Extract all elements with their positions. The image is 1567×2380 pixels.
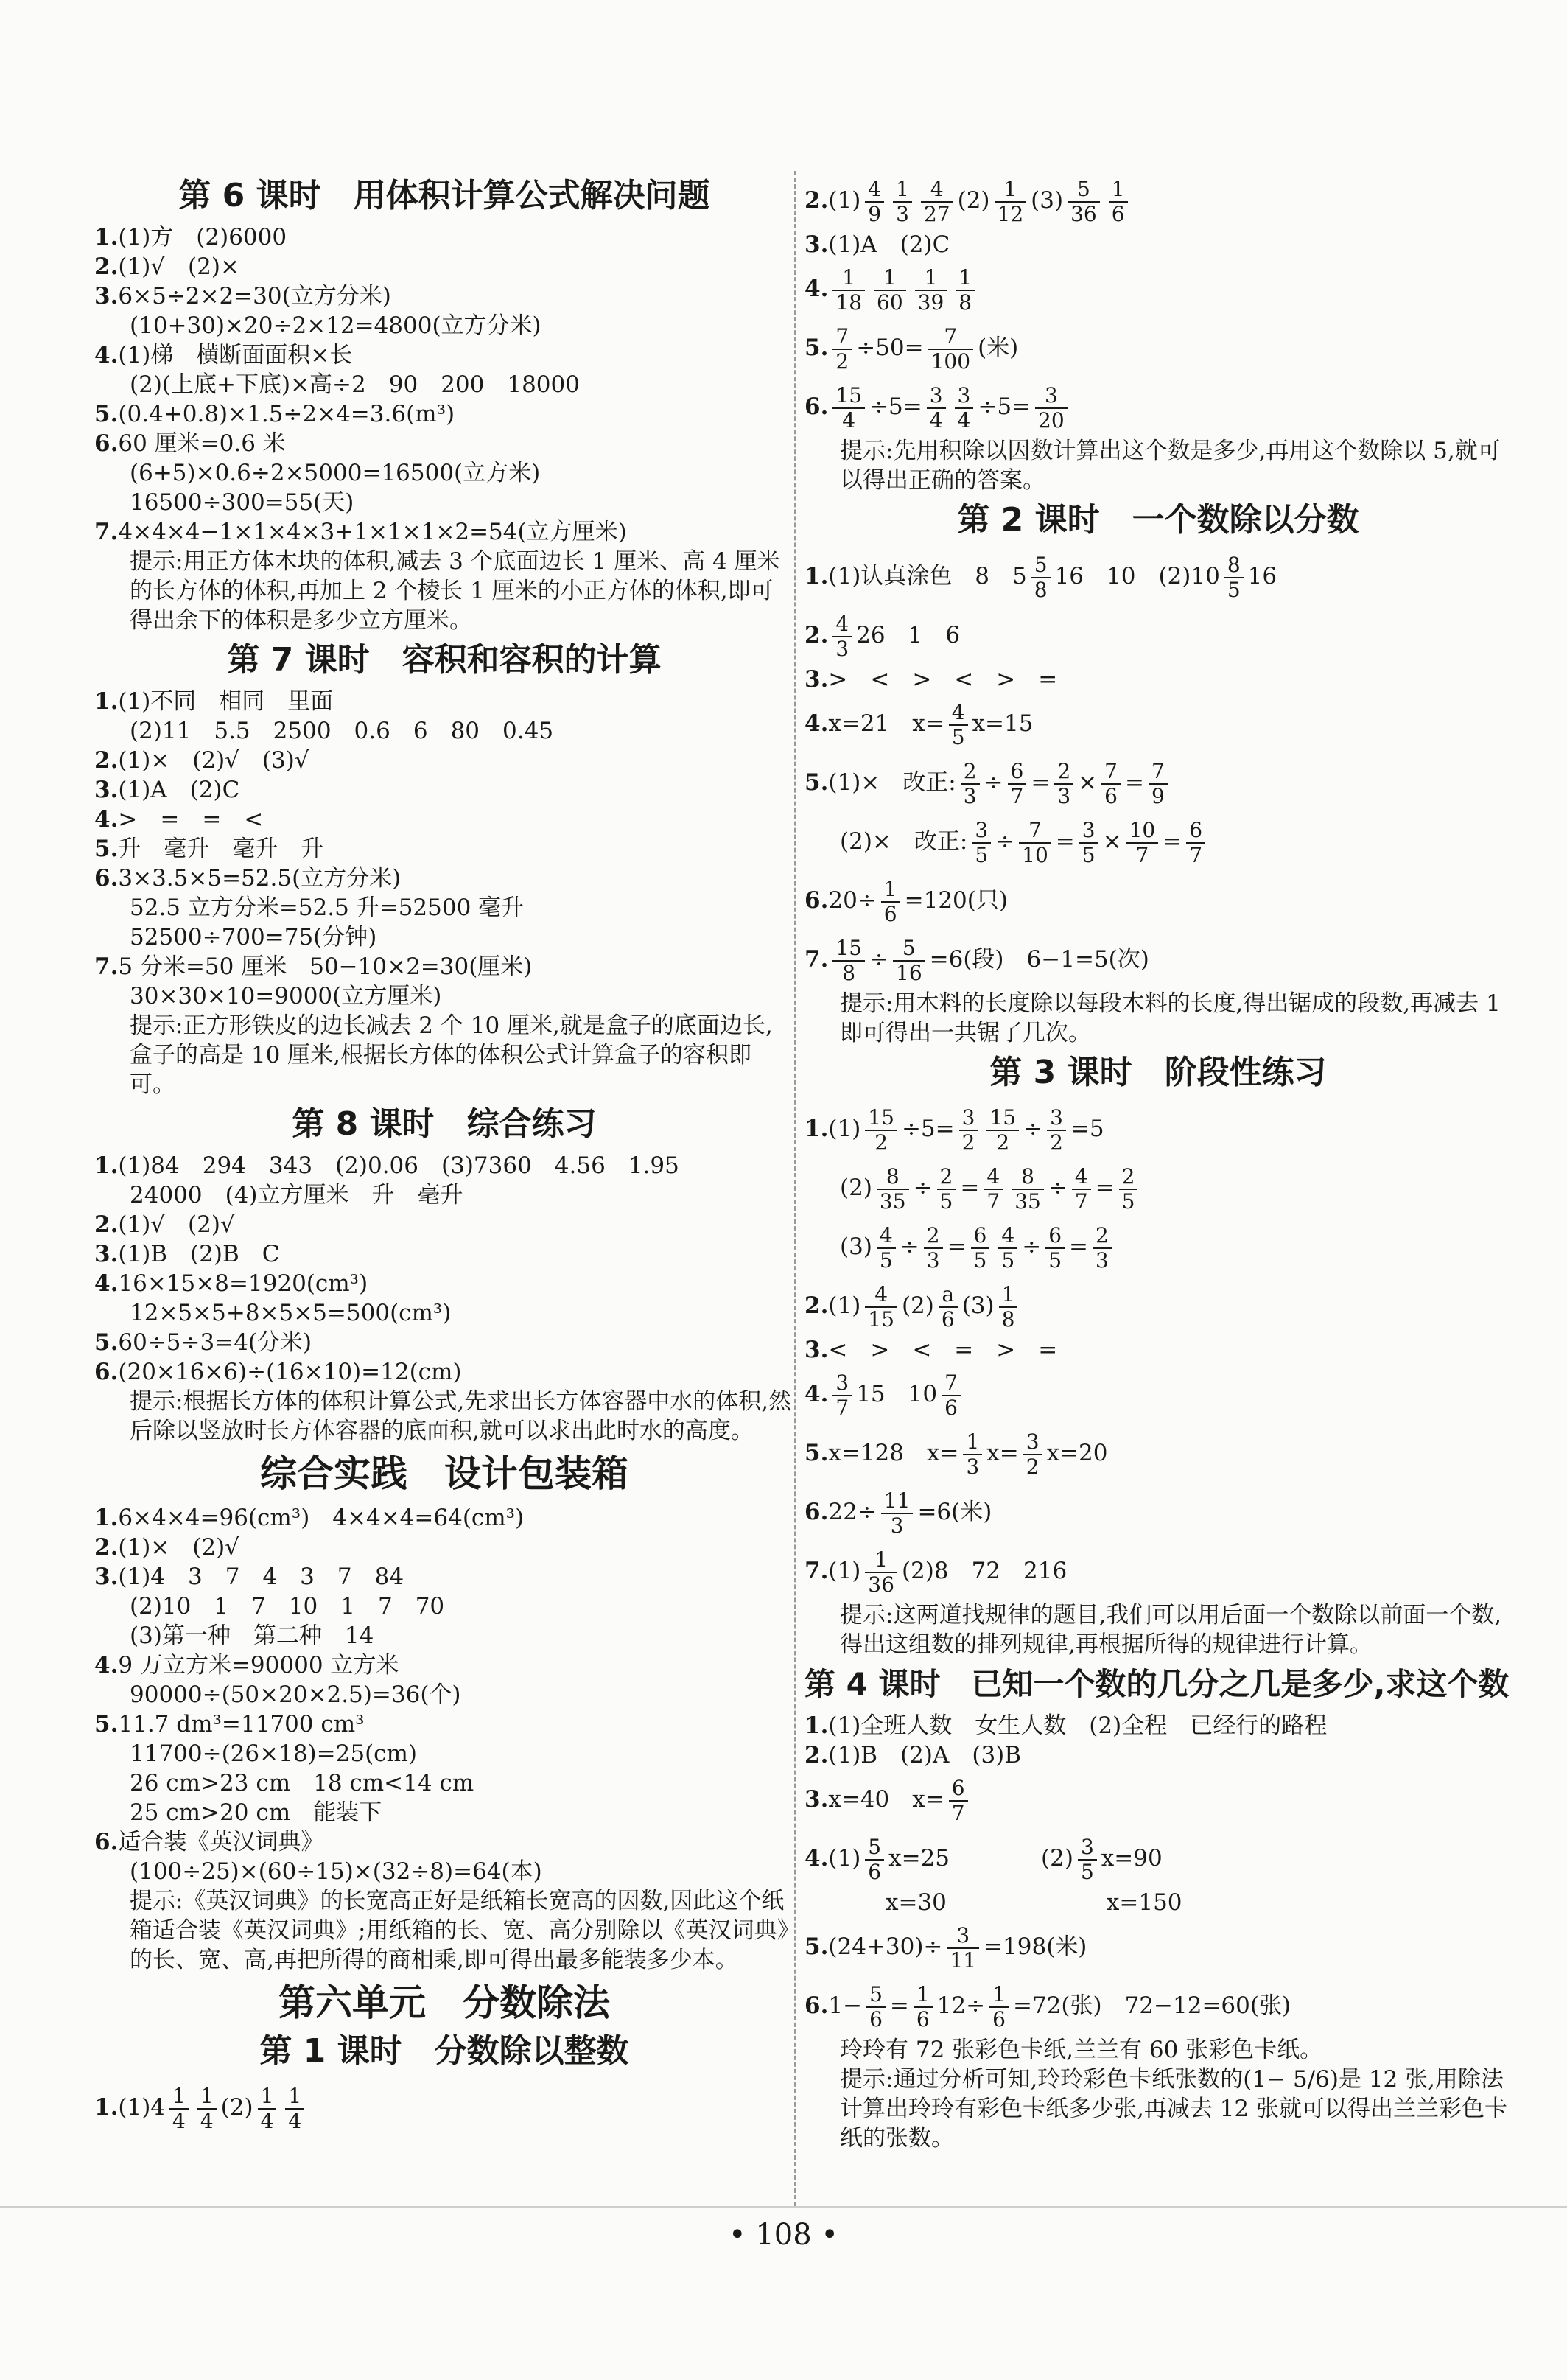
item-number: 5. — [804, 1933, 829, 1960]
hint-text: 提示:《英汉词典》的长宽高正好是纸箱长宽高的因数,因此这个纸箱适合装《英汉词典》;用纸箱的长、宽、高分别除以《英汉词典》的长、宽、高,再把所得的商相乘,即可得出最多能装多少本。 — [130, 1888, 788, 1973]
left-column — [94, 171, 794, 2137]
answer-line-fractions: 1.(1)认真涂色 8 5 $\frac{5}{8}$ 16 10 (2)10 $\frac{8}{5}$ 16 — [804, 552, 1277, 602]
item-number: 1. — [804, 1116, 829, 1142]
answer-line-fractions: (2)× 改正: $\frac{3}{5}$ ÷ $\frac{7}{10}$ = $\frac{3}{5}$ × $\frac{10}{7}$ = $\frac{6}{7}$ — [804, 812, 1512, 871]
fraction: $\frac{2}{3}$ — [961, 760, 980, 808]
answer-line — [94, 1503, 794, 1533]
item-number: 7. — [804, 1558, 829, 1584]
item-number: 5. — [94, 836, 119, 862]
section-heading: 第 6 课时 用体积计算公式解决问题 — [178, 177, 710, 214]
answer-line — [94, 1357, 794, 1387]
section-heading: 综合实践 设计包装箱 — [260, 1452, 628, 1495]
answer-text: (1)不同 相同 里面 — [118, 688, 334, 715]
answer-continuation: (100÷25)×(60÷15)×(32÷8)=64(本) — [130, 1858, 542, 1885]
answer-continuation: 30×30×10=9000(立方厘米) — [130, 983, 442, 1009]
answer-text: 9 万立方米=90000 立方米 — [118, 1652, 399, 1679]
hint-text: 提示:用木料的长度除以每段木料的长度,得出锯成的段数,再减去 1 即可得出一共锯了几次。 — [840, 990, 1508, 1046]
answer-text: 11.7 dm³=11700 cm³ — [118, 1711, 365, 1737]
fraction: $\frac{6}{5}$ — [1045, 1224, 1065, 1273]
answer-text: 5 分米=50 厘米 50−10×2=30(厘米) — [118, 953, 533, 980]
fraction: $\frac{1}{6}$ — [989, 1983, 1009, 2031]
fraction: $\frac{1}{36}$ — [865, 1548, 897, 1597]
hint-text: 提示:正方形铁皮的边长减去 2 个 10 厘米,就是盒子的底面边长,盒子的高是 10 厘米,根据长方体的体积公式计算盒子的容积即可。 — [130, 1012, 773, 1098]
fraction: $\frac{1}{18}$ — [832, 266, 865, 315]
fraction: $\frac{15}{8}$ — [832, 937, 865, 985]
fraction: $\frac{1}{12}$ — [995, 178, 1027, 226]
item-number: 2. — [804, 622, 829, 648]
item-number: 2. — [94, 1211, 119, 1238]
fraction: $\frac{3}{4}$ — [955, 384, 974, 433]
answer-continuation: 16500÷300=55(天) — [130, 489, 354, 516]
fraction: $\frac{1}{3}$ — [893, 178, 912, 226]
item-number: 7. — [804, 946, 829, 973]
section-heading: 第 3 课时 阶段性练习 — [989, 1054, 1327, 1091]
item-number: 4. — [94, 342, 119, 368]
item-number: 5. — [94, 1329, 119, 1356]
fraction: $\frac{3}{2}$ — [959, 1106, 978, 1155]
answer-text: 60÷5÷3=4(分米) — [118, 1329, 312, 1356]
answer-text: (20×16×6)÷(16×10)=12(cm) — [118, 1359, 462, 1385]
answer-text: (1)A (2)C — [118, 777, 240, 803]
answer-line — [94, 805, 794, 834]
item-number: 7. — [94, 519, 119, 545]
answer-text: 3×3.5×5=52.5(立方分米) — [118, 865, 402, 892]
answer-line-fractions: 2.(1) $\frac{4}{15}$ (2) $\frac{a}{6}$ (3) $\frac{1}{8}$ — [804, 1276, 1512, 1335]
answer-line-fractions: 2. $\frac{4}{3}$ 26 1 6 — [804, 611, 961, 661]
answer-continuation: 52.5 立方分米=52.5 升=52500 毫升 — [130, 895, 525, 921]
item-number: 3. — [94, 1564, 119, 1590]
fraction: $\frac{5}{36}$ — [1068, 178, 1100, 226]
fraction: $\frac{2}{5}$ — [937, 1165, 956, 1214]
answer-line — [94, 687, 794, 716]
answer-continuation: 90000÷(50×20×2.5)=36(个) — [130, 1681, 461, 1708]
answer-text: (1)× (2)√ — [118, 1534, 239, 1561]
fraction: $\frac{4}{15}$ — [865, 1283, 897, 1331]
answer-continuation: (2)10 1 7 10 1 7 70 — [130, 1593, 445, 1620]
item-number: 5. — [94, 1711, 119, 1737]
answer-line-fractions: 4. $\frac{3}{7}$ 15 10 $\frac{7}{6}$ — [804, 1365, 1512, 1424]
fraction: $\frac{4}{5}$ — [949, 701, 968, 749]
fraction: $\frac{4}{7}$ — [1072, 1165, 1091, 1214]
fraction: $\frac{5}{8}$ — [1031, 553, 1051, 602]
hint-text: 提示:通过分析可知,玲玲彩色卡纸张数的(1− 5/6)是 12 张,用除法计算出玲玲有彩色卡纸多少张,再减去 12 张就可以得出兰兰彩色卡纸的张数。 — [840, 2066, 1508, 2152]
item-number: 5. — [94, 401, 119, 427]
answer-line — [94, 864, 794, 893]
item-number: 3. — [804, 666, 829, 693]
answer-line — [94, 1709, 794, 1739]
answer-line-fractions: (3) $\frac{4}{5}$ ÷ $\frac{2}{3}$ = $\frac{6}{5}$ $\frac{4}{5}$ ÷ $\frac{6}{5}$ = $\frac{2}{3}$ — [804, 1217, 1512, 1276]
answer-continuation: 52500÷700=75(分钟) — [130, 924, 377, 951]
fraction: $\frac{a}{6}$ — [939, 1283, 958, 1331]
answer-line — [94, 1533, 794, 1562]
answer-text: > < > < > = — [828, 666, 1058, 693]
answer-line — [94, 1827, 794, 1857]
fraction: $\frac{1}{4}$ — [285, 2085, 304, 2133]
answer-text: (1)4 3 7 4 3 7 84 — [118, 1564, 404, 1590]
answer-line — [804, 1335, 1512, 1365]
answer-continuation: x=30 x=150 — [840, 1889, 1182, 1916]
right-column — [804, 171, 1512, 2153]
fraction: $\frac{6}{5}$ — [971, 1224, 990, 1273]
answer-line — [94, 834, 794, 864]
answer-text: (0.4+0.8)×1.5÷2×4=3.6(m³) — [118, 401, 455, 427]
answer-line — [94, 1151, 794, 1180]
fraction: $\frac{5}{6}$ — [865, 1835, 884, 1884]
fraction: $\frac{1}{6}$ — [1109, 178, 1128, 226]
answer-line — [94, 429, 794, 458]
page-number: • 108 • — [729, 2218, 838, 2252]
answer-text: (1)全班人数 女生人数 (2)全程 已经行的路程 — [828, 1712, 1328, 1739]
answer-line-fractions: 4.(1) $\frac{5}{6}$ x=25 (2) $\frac{3}{5}$ x=90 — [804, 1834, 1163, 1884]
item-number: 2. — [804, 187, 829, 214]
section-heading: 第 4 课时 已知一个数的几分之几是多少,求这个数 — [804, 1666, 1510, 1702]
answer-continuation: 11700÷(26×18)=25(cm) — [130, 1740, 418, 1767]
section-heading: 第 2 课时 一个数除以分数 — [957, 501, 1359, 539]
item-number: 3. — [804, 1786, 829, 1813]
item-number: 3. — [94, 777, 119, 803]
fraction: $\frac{7}{10}$ — [1019, 819, 1051, 867]
item-number: 5. — [804, 335, 829, 361]
answer-line — [94, 775, 794, 805]
fraction: $\frac{1}{4}$ — [169, 2085, 189, 2133]
item-number: 1. — [94, 224, 119, 251]
item-number: 6. — [804, 887, 829, 914]
fraction: $\frac{2}{3}$ — [1093, 1224, 1112, 1273]
fraction: $\frac{1}{3}$ — [963, 1430, 982, 1479]
answer-line-fractions: 7. $\frac{15}{8}$ ÷ $\frac{5}{16}$ =6(段) 6−1=5(次) — [804, 935, 1149, 985]
fraction: $\frac{5}{16}$ — [893, 937, 925, 985]
fraction: $\frac{7}{2}$ — [832, 325, 852, 374]
fraction: $\frac{2}{5}$ — [1119, 1165, 1138, 1214]
answer-line-fractions — [804, 259, 1512, 318]
fraction: $\frac{6}{7}$ — [1008, 760, 1027, 808]
answer-line-fractions: 4.x=21 x= $\frac{4}{5}$ x=15 — [804, 699, 1034, 749]
item-number: 4. — [804, 710, 829, 737]
answer-text: 6×4×4=96(cm³) 4×4×4=64(cm³) — [118, 1505, 525, 1531]
answer-text: 6×5÷2×2=30(立方分米) — [118, 283, 391, 309]
fraction: $\frac{3}{20}$ — [1035, 384, 1068, 433]
fraction: $\frac{3}{2}$ — [1047, 1106, 1066, 1155]
fraction: $\frac{4}{5}$ — [877, 1224, 896, 1273]
section-heading: 第 7 课时 容积和容积的计算 — [227, 641, 662, 679]
answer-line — [94, 1328, 794, 1357]
fraction: $\frac{3}{5}$ — [1078, 1835, 1097, 1884]
fraction: $\frac{1}{4}$ — [258, 2085, 277, 2133]
fraction: $\frac{11}{3}$ — [881, 1489, 914, 1538]
fraction: $\frac{4}{5}$ — [998, 1224, 1017, 1273]
answer-line — [94, 399, 794, 429]
item-number: 1. — [804, 563, 829, 589]
fraction: $\frac{15}{2}$ — [865, 1106, 897, 1155]
fraction: $\frac{2}{3}$ — [1054, 760, 1073, 808]
answer-line-fractions: 1.(1) $\frac{15}{2}$ ÷5= $\frac{3}{2}$ $\frac{15}{2}$ ÷ $\frac{3}{2}$ =5 — [804, 1105, 1104, 1155]
fraction: $\frac{3}{11}$ — [947, 1924, 979, 1973]
fraction: $\frac{1}{8}$ — [956, 266, 975, 315]
answer-text: 16×15×8=1920(cm³) — [118, 1270, 368, 1297]
hint-text: 提示:用正方体木块的体积,减去 3 个底面边长 1 厘米、高 4 厘米的长方体的体积,再加上 2 个棱长 1 厘米的小正方体的体积,即可得出余下的体积是多少立方厘米。 — [130, 548, 780, 634]
section-heading: 第六单元 分数除法 — [278, 1981, 610, 2024]
answer-line — [94, 517, 794, 547]
answer-text: 60 厘米=0.6 米 — [118, 430, 286, 457]
answer-line-fractions: 6.20÷ $\frac{1}{6}$ =120(只) — [804, 876, 1008, 926]
answer-line-fractions: 6.22÷ $\frac{11}{3}$ =6(米) — [804, 1488, 992, 1538]
answer-line — [94, 1210, 794, 1239]
answer-line — [94, 1269, 794, 1298]
item-number: 4. — [804, 1845, 829, 1872]
answer-continuation: (2)(上底+下底)×高÷2 90 200 18000 — [130, 371, 580, 398]
fraction: $\frac{1}{39}$ — [915, 266, 947, 315]
fraction: $\frac{1}{4}$ — [197, 2085, 217, 2133]
fraction: $\frac{10}{7}$ — [1126, 819, 1159, 867]
answer-continuation: (10+30)×20÷2×12=4800(立方分米) — [130, 312, 541, 339]
answer-text: (1)梯 横断面面积×长 — [118, 342, 353, 368]
item-number: 1. — [94, 1152, 119, 1179]
answer-line — [94, 252, 794, 281]
fraction: $\frac{2}{3}$ — [924, 1224, 943, 1273]
answer-line — [94, 281, 794, 311]
fraction: $\frac{3}{2}$ — [1023, 1430, 1042, 1479]
fraction: $\frac{7}{6}$ — [942, 1371, 961, 1420]
answer-text: < > < = > = — [828, 1337, 1058, 1363]
item-number: 4. — [804, 1381, 829, 1407]
hint-text: 提示:根据长方体的体积计算公式,先求出长方体容器中水的体积,然后除以竖放时长方体容器的底面积,就可以求出此时水的高度。 — [130, 1388, 792, 1444]
fraction: $\frac{3}{5}$ — [972, 819, 991, 867]
answer-continuation: 12×5×5+8×5×5=500(cm³) — [130, 1300, 452, 1326]
answer-line-fractions: 3.x=40 x= $\frac{6}{7}$ — [804, 1770, 1512, 1829]
fraction: $\frac{15}{4}$ — [832, 384, 865, 433]
hint-text: 提示:这两道找规律的题目,我们可以用后面一个数除以前面一个数,得出这组数的排列规律,再根据所得的规律进行计算。 — [840, 1602, 1502, 1658]
answer-text: 适合装《英汉词典》 — [118, 1829, 324, 1855]
hint-text: 提示:先用积除以因数计算出这个数是多少,再用这个数除以 5,就可以得出正确的答案。 — [840, 438, 1501, 494]
answer-text: (1)× (2)√ (3)√ — [118, 747, 309, 774]
item-number: 5. — [804, 769, 829, 796]
section-heading: 第 8 课时 综合练习 — [292, 1105, 597, 1143]
fraction: $\frac{1}{60}$ — [874, 266, 906, 315]
item-number: 4. — [94, 1270, 119, 1297]
fraction: $\frac{6}{7}$ — [949, 1777, 968, 1825]
answer-line — [804, 1740, 1512, 1770]
answer-continuation: (3)第一种 第二种 14 — [130, 1623, 374, 1649]
answer-text: (1)B (2)B C — [118, 1241, 280, 1267]
answer-line — [94, 1239, 794, 1269]
answer-continuation: (2)11 5.5 2500 0.6 6 80 0.45 — [130, 718, 554, 744]
item-number: 5. — [804, 1440, 829, 1466]
item-number: 6. — [804, 1499, 829, 1525]
item-number: 3. — [94, 1241, 119, 1267]
fraction: $\frac{1}{6}$ — [881, 878, 900, 926]
answer-text: (1)B (2)A (3)B — [828, 1742, 1022, 1768]
column-divider — [794, 171, 796, 2206]
item-number: 6. — [94, 1829, 119, 1855]
fraction: $\frac{4}{3}$ — [832, 612, 852, 661]
answer-line — [94, 1562, 794, 1592]
fraction: $\frac{1}{6}$ — [914, 1983, 933, 2031]
fraction: $\frac{4}{9}$ — [865, 178, 884, 226]
fraction: $\frac{3}{5}$ — [1079, 819, 1098, 867]
answer-line — [94, 223, 794, 252]
fraction: $\frac{8}{35}$ — [877, 1165, 909, 1214]
fraction: $\frac{7}{100}$ — [928, 325, 973, 374]
fraction: $\frac{6}{7}$ — [1186, 819, 1205, 867]
item-number: 2. — [804, 1292, 829, 1319]
answer-line — [94, 1651, 794, 1680]
item-number: 6. — [804, 393, 829, 420]
item-number: 6. — [94, 1359, 119, 1385]
fraction: $\frac{7}{6}$ — [1101, 760, 1121, 808]
answer-line-fractions: 6. $\frac{15}{4}$ ÷5= $\frac{3}{4}$ $\frac{3}{4}$ ÷5= $\frac{3}{20}$ — [804, 377, 1512, 436]
section-heading: 第 1 课时 分数除以整数 — [259, 2032, 629, 2070]
answer-line-fractions: 2.(1) $\frac{4}{9}$ $\frac{1}{3}$ $\frac{4}{27}$ (2) $\frac{1}{12}$ (3) $\frac{5}{36}$ $\frac{1}{6}$ — [804, 171, 1512, 230]
item-number: 1. — [804, 1712, 829, 1739]
answer-line-fractions: 1.(1)4 $\frac{1}{4}$ $\frac{1}{4}$ (2) $\frac{1}{4}$ $\frac{1}{4}$ — [94, 2078, 794, 2137]
item-number: 2. — [94, 747, 119, 774]
item-number: 4. — [94, 806, 119, 833]
fraction: $\frac{4}{7}$ — [984, 1165, 1003, 1214]
answer-line-fractions: 5.(24+30)÷ $\frac{3}{11}$ =198(米) — [804, 1922, 1087, 1973]
item-number: 2. — [94, 1534, 119, 1561]
answer-text: (1)√ (2)√ — [118, 1211, 235, 1238]
answer-line — [94, 746, 794, 775]
answer-continuation: (6+5)×0.6÷2×5000=16500(立方米) — [130, 460, 541, 486]
item-number: 2. — [94, 253, 119, 280]
answer-text: (1)方 (2)6000 — [118, 224, 287, 251]
footer-rule — [0, 2206, 1567, 2208]
answer-line-fractions: 5.(1)× 改正: $\frac{2}{3}$ ÷ $\frac{6}{7}$ = $\frac{2}{3}$ × $\frac{7}{6}$ = $\frac{7}{9}$ — [804, 753, 1512, 812]
answer-line — [804, 1711, 1512, 1740]
fraction: $\frac{5}{6}$ — [866, 1983, 886, 2031]
fraction: $\frac{15}{2}$ — [986, 1106, 1019, 1155]
answer-text: 升 毫升 毫升 升 — [118, 836, 324, 862]
answer-text: (1)84 294 343 (2)0.06 (3)7360 4.56 1.95 — [118, 1152, 679, 1179]
answer-line — [804, 665, 1512, 694]
answer-text: 4×4×4−1×1×4×3+1×1×1×2=54(立方厘米) — [118, 519, 627, 545]
item-number: 4. — [804, 276, 829, 302]
answer-line — [94, 340, 794, 370]
answer-continuation: 玲玲有 72 张彩色卡纸,兰兰有 60 张彩色卡纸。 — [840, 2037, 1323, 2063]
item-number: 6. — [94, 865, 119, 892]
item-number: 6. — [94, 430, 119, 457]
item-number: 3. — [94, 283, 119, 309]
answer-text: (1)A (2)C — [828, 231, 950, 258]
answer-line-fractions: 5.x=128 x= $\frac{1}{3}$ x= $\frac{3}{2}$ x=20 — [804, 1429, 1108, 1479]
answer-line-fractions: 7.(1) $\frac{1}{36}$ (2)8 72 216 — [804, 1547, 1068, 1597]
item-number: 7. — [94, 953, 119, 980]
answer-line — [804, 230, 1512, 259]
item-number: 4. — [94, 1652, 119, 1679]
answer-line — [94, 952, 794, 981]
fraction: $\frac{8}{35}$ — [1012, 1165, 1044, 1214]
answer-text: > = = < — [118, 806, 264, 833]
answer-continuation: 25 cm>20 cm 能装下 — [130, 1799, 382, 1826]
fraction: $\frac{7}{9}$ — [1149, 760, 1168, 808]
item-number: 3. — [804, 1337, 829, 1363]
answer-continuation: 24000 (4)立方厘米 升 毫升 — [130, 1182, 463, 1208]
item-number: 1. — [94, 2094, 119, 2121]
fraction: $\frac{1}{8}$ — [999, 1283, 1018, 1331]
fraction: $\frac{8}{5}$ — [1224, 553, 1244, 602]
fraction: $\frac{4}{27}$ — [921, 178, 953, 226]
item-number: 1. — [94, 1505, 119, 1531]
item-number: 6. — [804, 1992, 829, 2019]
answer-continuation: 26 cm>23 cm 18 cm<14 cm — [130, 1770, 474, 1796]
item-number: 2. — [804, 1742, 829, 1768]
answer-line-fractions: (2) $\frac{8}{35}$ ÷ $\frac{2}{5}$ = $\frac{4}{7}$ $\frac{8}{35}$ ÷ $\frac{4}{7}$ = $\frac{2}{5}$ — [804, 1158, 1512, 1217]
item-number: 1. — [94, 688, 119, 715]
answer-text: (1)√ (2)× — [118, 253, 239, 280]
answer-line-fractions: 5. $\frac{7}{2}$ ÷50= $\frac{7}{100}$ (米) — [804, 323, 1019, 374]
fraction: $\frac{3}{7}$ — [832, 1371, 852, 1420]
answer-line-fractions: 6.1− $\frac{5}{6}$ = $\frac{1}{6}$ 12÷ $\frac{1}{6}$ =72(张) 72−12=60(张) — [804, 1981, 1291, 2031]
fraction: $\frac{3}{4}$ — [927, 384, 946, 433]
item-number: 3. — [804, 231, 829, 258]
